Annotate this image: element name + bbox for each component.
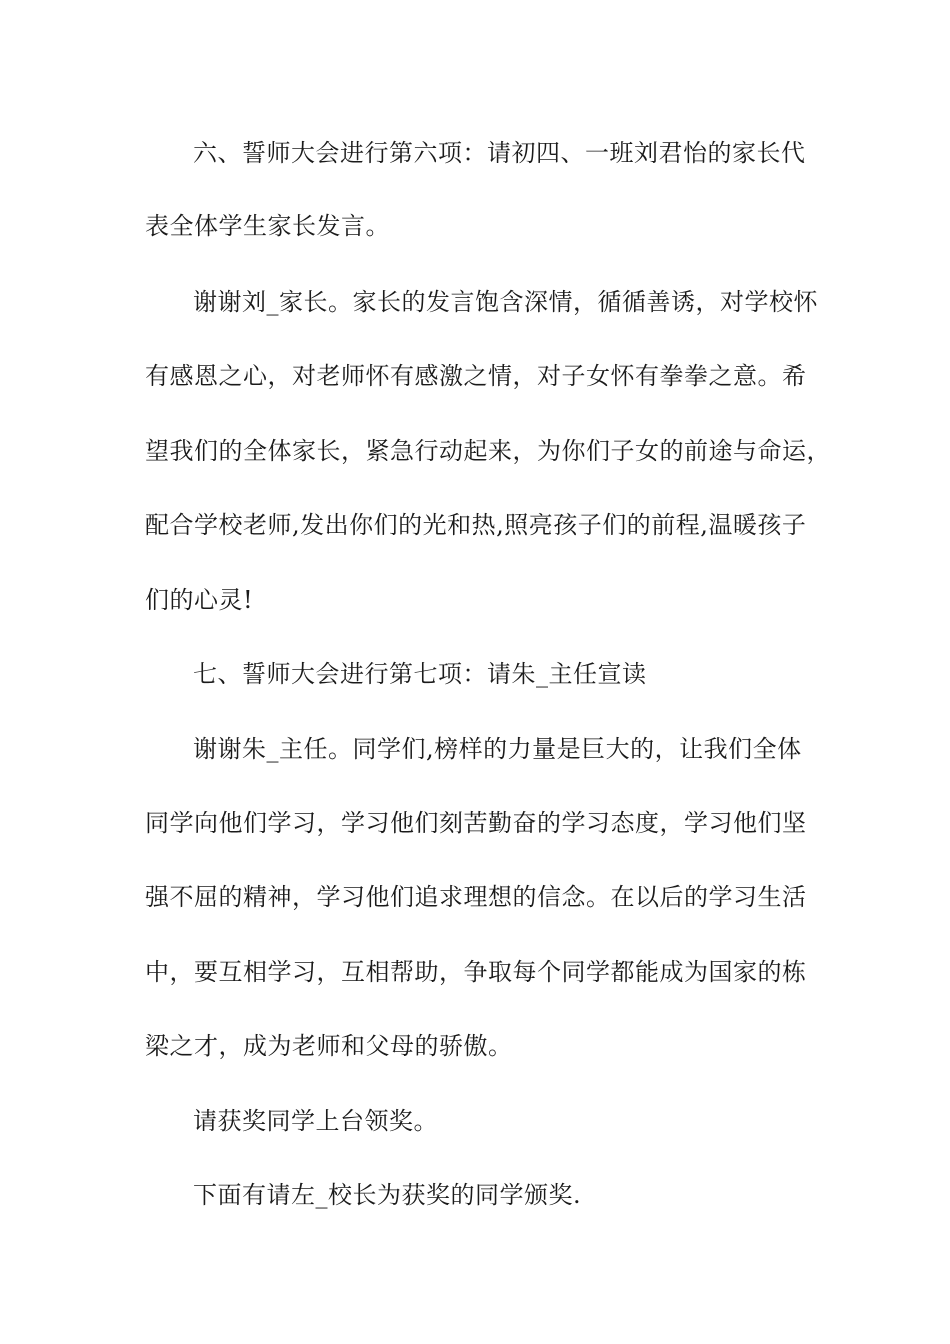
paragraph-line: 请获奖同学上台领奖。 [193,1107,438,1135]
paragraph-line: 们的心灵! [145,586,254,614]
paragraph-line: 谢谢朱_主任。同学们,榜样的力量是巨大的，让我们全体 [193,735,802,763]
paragraph-line: 望我们的全体家长，紧急行动起来，为你们子女的前途与命运， [145,437,831,465]
paragraph-line: 梁之才，成为老师和父母的骄傲。 [145,1032,513,1060]
paragraph-line: 强不屈的精神，学习他们追求理想的信念。在以后的学习生活 [145,883,807,911]
paragraph-line: 谢谢刘_家长。家长的发言饱含深情，循循善诱，对学校怀 [193,288,818,316]
paragraph-line: 六、誓师大会进行第六项：请初四、一班刘君怡的家长代 [193,139,806,167]
paragraph-line: 配合学校老师,发出你们的光和热,照亮孩子们的前程,温暖孩子 [145,511,807,539]
paragraph-line: 七、誓师大会进行第七项：请朱_主任宣读 [193,660,647,688]
paragraph-line: 中，要互相学习，互相帮助，争取每个同学都能成为国家的栋 [145,958,807,986]
paragraph-line: 表全体学生家长发言。 [145,212,390,240]
paragraph-line: 同学向他们学习，学习他们刻苦勤奋的学习态度，学习他们坚 [145,809,807,837]
paragraph-line: 下面有请左_校长为获奖的同学颁奖. [193,1181,582,1209]
paragraph-line: 有感恩之心，对老师怀有感激之情，对子女怀有拳拳之意。希 [145,362,807,390]
